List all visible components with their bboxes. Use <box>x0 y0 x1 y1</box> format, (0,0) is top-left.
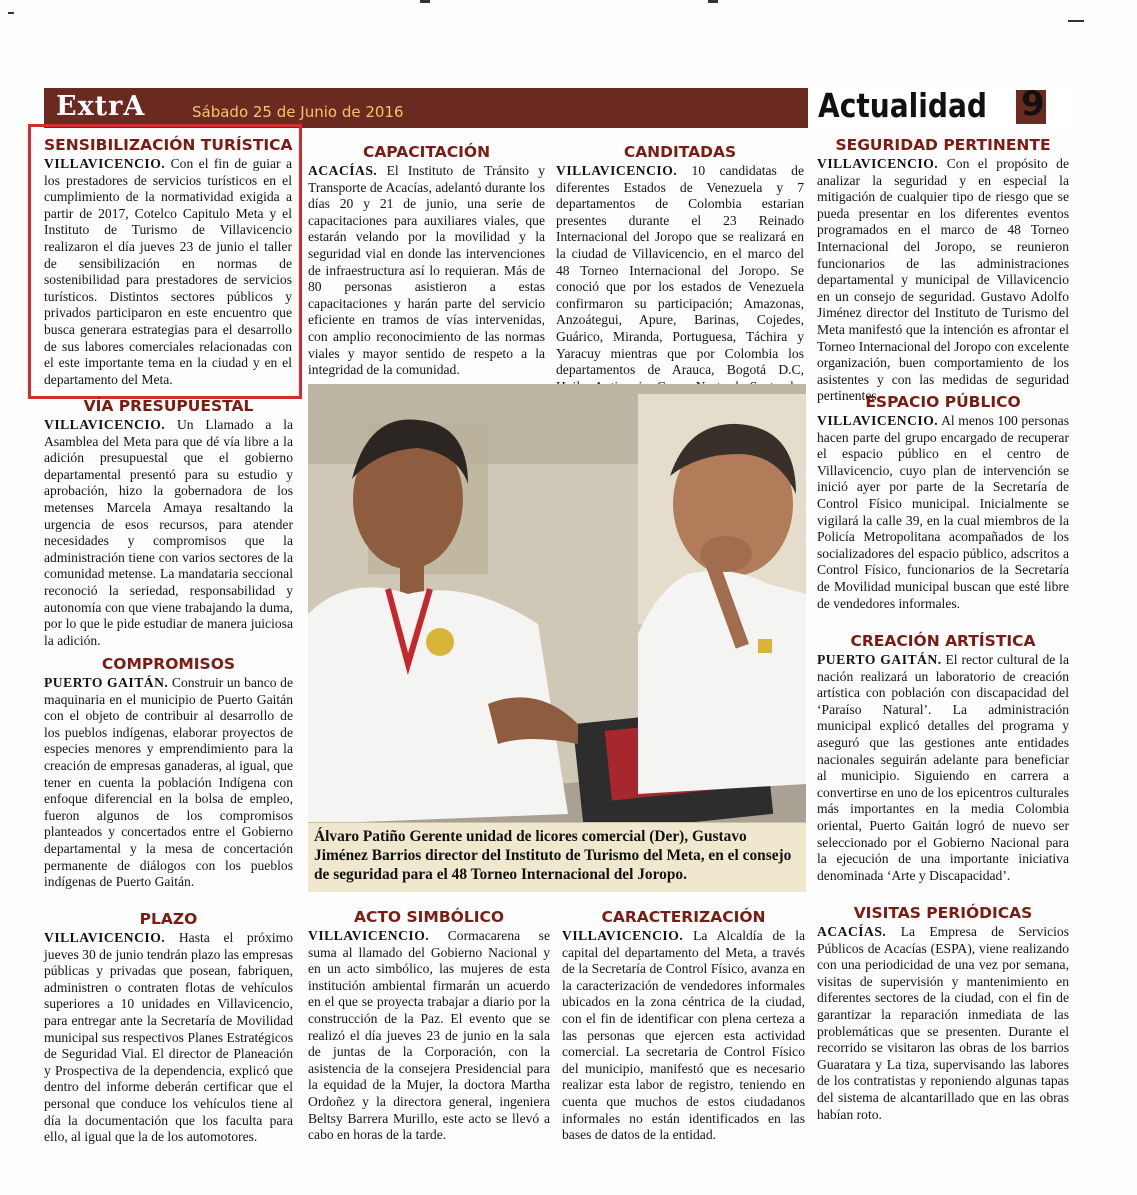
article-headline: PLAZO <box>139 910 198 928</box>
article-dateline: VILLAVICENCIO. <box>44 417 166 432</box>
article-canditadas <box>556 143 804 412</box>
article-text: Cormacarena se suma al llamado del Gobierno Nacional y en un acto simbólico, las mujeres de esta institución ambiental firmarán un acuerdo en el que se proyecta trabajar a diario por la construcción de la Paz. El evento que se realizó el día jueves 23 de junio en la sala de juntas de la Corporación, con la asistencia de la consejera Presidencial para la equidad de la Mujer, la doctora Martha Ordoñez y la directora general, ingeniera Beltsy Barrera Murillo, este acto se llevó a cabo en horas de la tarde. <box>308 928 550 1143</box>
article-dateline: VILLAVICENCIO. <box>556 163 678 178</box>
section-title: Actualidad <box>818 86 987 125</box>
article-acto-simbolico <box>308 908 550 1144</box>
article-headline: CAPACITACIÓN <box>362 143 491 161</box>
article-text: La Empresa de Servicios Públicos de Acacías (ESPA), viene realizando con una periodicidad de una vez por semana, visitas de supervisión y mantenimiento en diferentes sectores de la ciudad, con el fin de garantizar la reparación inmediata de las problemáticas que se presenten. Durante el recorrido se visitaron las obras de los barrios Guaratara y La tiza, supervisando las labores de los contratistas y reponiendo algunas tapas del sistema de alcantarillado que en las obras habían roto. <box>817 924 1070 1122</box>
newspaper-logo: ExtrA <box>56 91 146 122</box>
article-dateline: PUERTO GAITÁN. <box>817 652 942 667</box>
article-dateline: ACACÍAS. <box>308 163 378 178</box>
highlight-box <box>28 124 302 399</box>
page-number: 9 <box>1021 84 1045 124</box>
article-headline: COMPROMISOS <box>101 655 236 673</box>
article-capacitacion <box>308 143 545 379</box>
article-text: El rector cultural de la nación realizará un laboratorio de creación artística con población con discapacidad del ‘Paraíso Natural’. La administración municipal explicó detalles del programa y aseguró que las gestiones ante entidades nacionales seguirán adelante para beneficiar al municipio. Siguiendo en carrera a convertirse en uno de los epicentros culturales más importantes en la media Colombia oriental, Puerto Gaitán logró de nuevo ser seleccionado por el Gobierno Nacional para la ejecución de una importante iniciativa denominada ‘Arte y Discapacidad’. <box>817 652 1069 883</box>
article-caracterizacion <box>562 908 805 1144</box>
article-body <box>308 928 550 1144</box>
scan-speck <box>708 0 718 3</box>
article-body <box>44 930 293 1146</box>
article-body <box>562 928 805 1144</box>
article-dateline: VILLAVICENCIO. <box>562 928 684 943</box>
article-body <box>308 163 545 379</box>
article-headline: VISITAS PERIÓDICAS <box>853 904 1033 922</box>
scan-speck <box>420 0 430 3</box>
article-via-presupuestal <box>44 397 293 649</box>
photo-illustration <box>308 384 806 892</box>
article-text: Hasta el próximo jueves 30 de junio tendrán plazo las empresas públicas y privadas que posean, fabriquen, administren o contraten flotas de vehículos superiores a 10 unidades en Villavicencio, para entregar ante la Secretaría de Movilidad municipal sus respectivos Planes Estratégicos de Seguridad Vial. El director de Planeación y Prospectiva de la dependencia, explicó que dentro del informe deberán certificar que el personal que conduce los vehículos tiene al día la documentación que los faculta para ello, al igual que la de los automotores. <box>44 930 293 1145</box>
article-espacio-publico <box>817 393 1069 612</box>
article-dateline: ACACÍAS. <box>817 924 887 939</box>
article-dateline: VILLAVICENCIO. <box>817 156 939 171</box>
article-dateline: VILLAVICENCIO. <box>44 930 166 945</box>
article-headline: SEGURIDAD PERTINENTE <box>835 136 1051 154</box>
article-body <box>556 163 804 412</box>
article-body <box>817 924 1069 1123</box>
article-seguridad-pertinente <box>817 136 1069 405</box>
article-dateline: VILLAVICENCIO. <box>308 928 430 943</box>
scan-speck <box>8 12 14 14</box>
issue-date: Sábado 25 de Junio de 2016 <box>192 103 404 121</box>
article-headline: ESPACIO PÚBLICO <box>865 393 1021 411</box>
article-text: Un Llamado a la Asamblea del Meta para que dé vía libre a la adición presupuestal que el gobierno departamental presentó para su estudio y aprobación, hizo la gobernadora de los metenses Marcela Amaya resaltando la urgencia de esos recursos, para atender necesidades y compromisos que la administración tiene con varios sectores de la comunidad metense. La mandataria seccional reconoció la seriedad, responsabilidad y autonomía con que viene trabajando la duma, por lo que le pide estudiar de manera juiciosa la adición. <box>44 417 294 648</box>
photo-caption: Álvaro Patiño Gerente unidad de licores comercial (Der), Gustavo Jiménez Barrios director del Instituto de Turismo del Meta, en el consejo de seguridad para el 48 Torneo Internacional del Joropo. <box>308 822 806 892</box>
article-headline: SENSIBILIZACIÓN TURÍSTICA <box>44 136 293 154</box>
article-text: Con el propósito de analizar la seguridad y en especial la mitigación de cualquier tipo de riesgo que se pueda presentar en los diferentes eventos programados en el marco de 48 Torneo Internacional del Joropo, se reunieron funcionarios de las administraciones departamental y municipal de Villavicencio en un consejo de seguridad. Gustavo Adolfo Jiménez director del Instituto de Turismo del Meta manifestó que la intención es afrontar el Torneo Internacional del Joropo con excelente organización, buen comportamiento de los asistentes y con las medidas de seguridad pertinentes. <box>817 156 1069 404</box>
article-text: El Instituto de Tránsito y Transporte de Acacías, adelantó durante los días 20 y 21 de junio, una serie de capacitaciones para auxiliares viales, que estarán velando por la movilidad y la seguridad vial en donde las intervenciones de infraestructura así lo requieran. Más de 80 personas asistieron a estas capacitaciones y harán parte del servicio eficiente en tramos de vías intervenidas, con amplio reconocimiento de las normas viales y mayor sentido de respeto a la integridad de la comunidad. <box>308 163 545 378</box>
article-body <box>44 417 293 649</box>
article-dateline: PUERTO GAITÁN. <box>44 675 169 690</box>
article-text: 10 candidatas de diferentes Estados de Venezuela y 7 departamentos de Colombia estarian presentes durante el 23 Reinado Internacional del Joropo que se realizará en la ciudad de Villavicencio, en el marco del 48 Torneo Internacional del Joropo. Se conoció que por los estados de Venezuela confirmaron su participación; Amazonas, Anzoátegui, Apure, Barinas, Cojedes, Guárico, Miranda, Portuguesa, Táchira y Yaracuy mientras que por Colombia los departamentos de Arauca, Bogotá D.C, <box>556 163 805 378</box>
article-dateline: VILLAVICENCIO. <box>817 413 939 428</box>
article-headline: VÍA PRESUPUESTAL <box>83 397 254 415</box>
article-plazo <box>44 910 293 1146</box>
article-headline: CREACIÓN ARTÍSTICA <box>850 632 1036 650</box>
article-headline: CARACTERIZACIÓN <box>601 908 766 926</box>
news-photo <box>308 384 806 892</box>
article-text: Construir un banco de maquinaria en el municipio de Puerto Gaitán con el objeto de contribuir al desarrollo de los pueblos indígenas, elaborar proyectos de especies menores y emprendimiento para la creación de empresas ganaderas, al igual, que tener en cuenta la población Indígena con enfoque diferencial en la bolsa de empleo, fueron algunos de los compromisos planteados y concertados entre el Gobierno departamental y la mesa de concertación permanente de diálogos con los pueblos indígenas de Puerto Gaitán. <box>44 675 293 890</box>
article-text: Con el fin de guiar a los prestadores de servicios turísticos en el cumplimiento de la normatividad exigida a partir de 2017, Cotelco Capitulo Meta y el Instituto de Turismo de Villavicencio realizaron el día jueves 23 de junio el taller de sensibilización en normas de sostenibilidad para prestadores de servicios turísticos. Distintos sectores públicos y privados participaron en este encuentro que busca generara estrategias para el desarrollo de sus labores comerciales relacionadas con el este importante tema en la ciudad y en el departamento del Meta. <box>44 156 292 387</box>
article-body <box>44 675 293 891</box>
article-text: Al menos 100 personas hacen parte del grupo encargado de recuperar el espacio público en el centro de Villavicencio, cuyo plan de intervención se inició ayer por parte de la Secretaría de Control Físico municipal. Inicialmente se vigilará la calle 39, en la cual miembros de la Policía Metropolitana acompañados de los socializadores del espacio público, adscritos a Control Físico, funcionarios de la Secretaría de Movilidad municipal buscan que esté libre de vendedores informales. <box>817 413 1069 611</box>
article-dateline: VILLAVICENCIO. <box>44 156 166 171</box>
article-visitas-periodicas <box>817 904 1069 1123</box>
article-creacion-artistica <box>817 632 1069 884</box>
scan-speck <box>1068 20 1084 22</box>
article-compromisos <box>44 655 293 891</box>
article-headline: CANDITADAS <box>623 143 737 161</box>
article-text: La Alcaldía de la capital del departamento del Meta, a través de la Secretaría de Control Físico, avanza en la caracterización de vendedores informales ubicados en la zona céntrica de la ciudad, con el fin de identificar con plena certeza a las personas que ejercen esta actividad comercial. La secretaria de Control Físico del municipio, manifestó que es necesario realizar esta labor de registro, teniendo en cuenta que muchos de estos ciudadanos informales no están identificados en las bases de datos de la entidad. <box>562 928 806 1143</box>
article-body <box>817 413 1069 612</box>
article-body <box>817 652 1069 884</box>
article-headline: ACTO SIMBÓLICO <box>353 908 505 926</box>
article-body <box>817 156 1069 405</box>
